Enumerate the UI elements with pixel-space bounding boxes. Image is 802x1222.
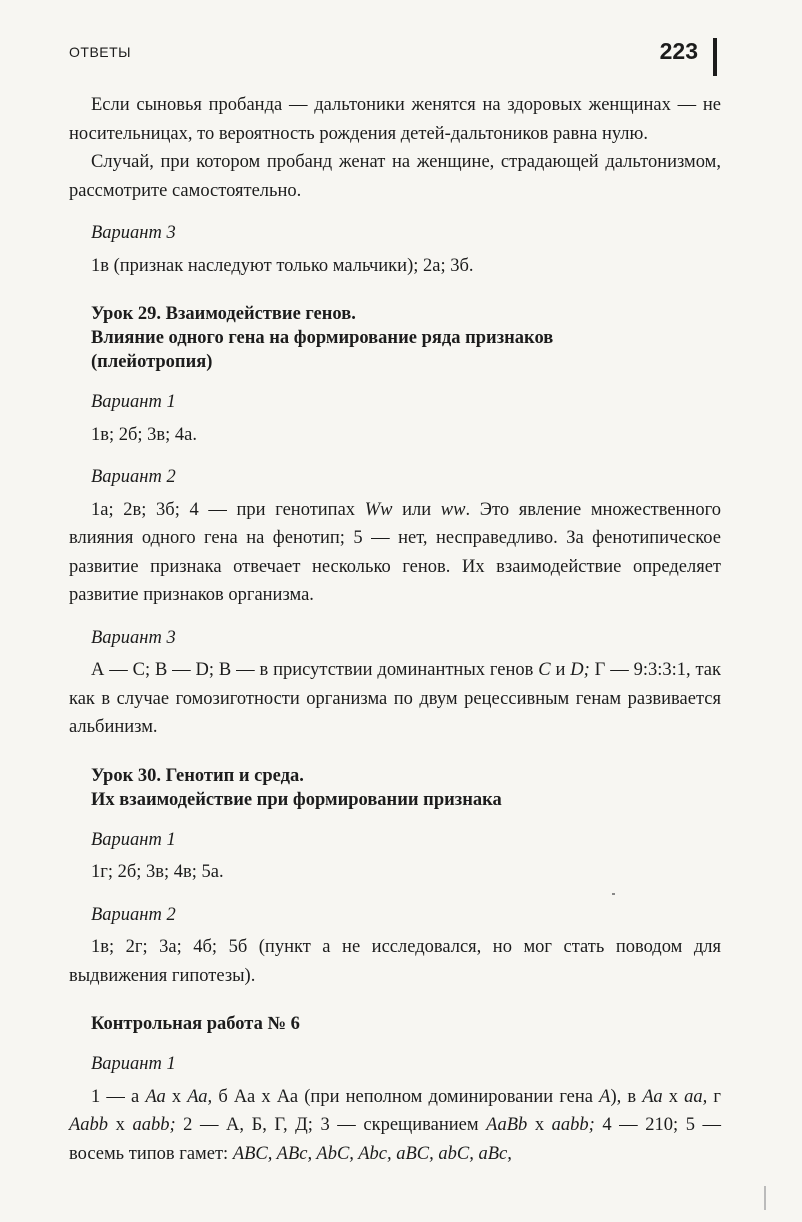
answer-text: х (662, 1086, 685, 1107)
variant-answer: 1г; 2б; 3в; 4в; 5а. (91, 862, 224, 882)
answer-text: 1 — а (91, 1086, 146, 1107)
header-rule (713, 38, 717, 76)
page-body (69, 91, 721, 1168)
answer-text: х (165, 1086, 188, 1107)
genotype-term: А (599, 1086, 611, 1107)
answer-text: ), в (610, 1086, 643, 1107)
lesson-title-line: Влияние одного гена на формирование ряда признаков (91, 328, 554, 348)
genotype-term: Аа (145, 1086, 166, 1107)
answer-text: б Аа х Аа (при неполном доминировании гена (212, 1086, 600, 1107)
variant-answer (69, 496, 721, 610)
variant-answer: 1в; 2б; 3в; 4а. (91, 424, 198, 445)
genotype-term: Aabb (69, 1115, 109, 1135)
variant-label: Вариант 1 (91, 392, 176, 412)
control-work-title (91, 1012, 721, 1036)
genotype-term: AaBb (486, 1115, 528, 1135)
genotype-term: Аа, (187, 1086, 213, 1107)
lesson-title-line: Урок 30. Генотип и среда. (91, 765, 304, 786)
lesson-title-line: Контрольная работа № 6 (91, 1014, 300, 1034)
lesson-title-line: (плейотропия) (91, 352, 213, 372)
answer-text: Г — 9:3:3:1, так как в случае гомозиготности организма по двум рецессивным генам развивается альбинизм. (69, 660, 722, 737)
answer-text: . Это явление множественного влияния одного гена на фенотип; 5 — нет, несправедливо. За фенотипическое развитие признака отвечает несколько генов. Их взаимодействие определяет развитие признаков организма. (69, 499, 721, 605)
running-title: ОТВЕТЫ (69, 44, 132, 60)
answer-text: А — С; В — D; В — в присутствии доминантных генов (91, 660, 539, 680)
answer-text: х (527, 1115, 552, 1135)
genotype-term: Ww (364, 499, 393, 520)
lesson-30-title (91, 764, 721, 812)
genotype-term: Аа (642, 1086, 663, 1107)
variant-answer (69, 1083, 721, 1169)
variant-label: Вариант 1 (91, 1054, 176, 1074)
scan-edge-mark (764, 1186, 766, 1210)
variant-label: Вариант 3 (91, 223, 176, 243)
answer-text: х (108, 1115, 133, 1135)
answer-text: 1а; 2в; 3б; 4 — при генотипах (91, 499, 365, 520)
lesson-title-line: Урок 29. Взаимодействие генов. (91, 304, 356, 324)
gene-term: C (538, 660, 551, 680)
page-number: 223 (659, 38, 698, 64)
variant-answer: 1в; 2г; 3а; 4б; 5б (пункт а не исследовался, но мог стать поводом для выдвижения гипотезы). (69, 937, 721, 986)
answer-text: 2 — А, Б, Г, Д; 3 — скрещиванием (175, 1115, 487, 1135)
variant-label: Вариант 2 (91, 467, 176, 487)
answer-text: 4 — 210; 5 — восемь типов гамет: (69, 1115, 721, 1164)
genotype-term: ww (440, 499, 466, 520)
gene-term: D; (570, 660, 590, 680)
genotype-term: aabb; (132, 1115, 176, 1135)
variant-answer: 1в (признак наследуют только мальчики); 2а; 3б. (91, 255, 474, 276)
answer-text: и (550, 660, 571, 680)
intro-paragraph-2: Случай, при котором пробанд женат на женщине, страдающей дальтонизмом, рассмотрите самостоятельно. (69, 152, 721, 201)
intro-paragraph-1: Если сыновья пробанда — дальтоники женятся на здоровых женщинах — не носительницах, то вероятность рождения детей-дальтоников равна нулю. (69, 95, 721, 144)
variant-label: Вариант 3 (91, 627, 176, 648)
genotype-term: aabb; (551, 1115, 595, 1135)
gamete-list: ABC, ABc, AbC, Abc, aBC, abC, aBc, (232, 1143, 512, 1164)
answer-text: г (707, 1086, 722, 1107)
genotype-term: аа, (684, 1086, 708, 1107)
lesson-title-line: Их взаимодействие при формировании признака (91, 789, 502, 810)
lesson-29-title (91, 302, 721, 374)
variant-label: Вариант 2 (91, 904, 176, 925)
variant-answer (69, 656, 721, 742)
variant-label: Вариант 1 (91, 829, 176, 850)
scan-speck (612, 893, 615, 895)
answer-text: или (392, 499, 441, 520)
